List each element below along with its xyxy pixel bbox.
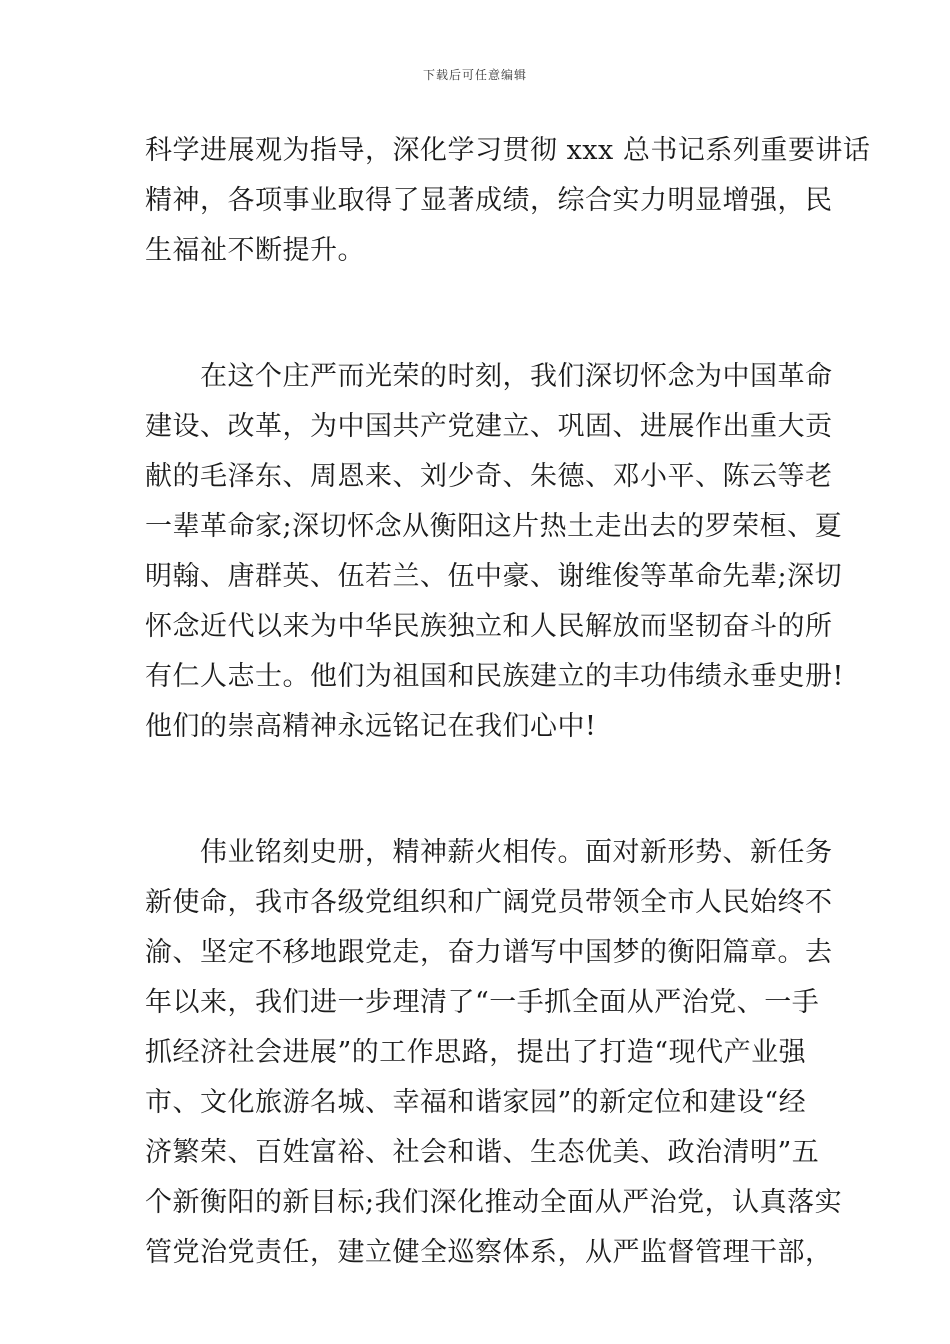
text-line: 建设、改革，为中国共产党建立、巩固、进展作出重大贡	[145, 411, 833, 442]
text-line: 管党治党责任，建立健全巡察体系，从严监督管理干部，	[145, 1237, 833, 1268]
text-line: 市、文化旅游名城、幸福和谐家园”的新定位和建设“经	[145, 1087, 807, 1118]
text-line: 献的毛泽东、周恩来、刘少奇、朱德、邓小平、陈云等老	[145, 461, 833, 492]
text-line: 一辈革命家;深切怀念从衡阳这片热土走出去的罗荣桓、夏	[145, 511, 843, 542]
paragraph-1	[145, 126, 871, 276]
page-header: 下载后可任意编辑	[422, 68, 527, 82]
paragraph-spacer	[145, 752, 810, 828]
document-body	[145, 126, 871, 1278]
text-line: 科学进展观为指导，深化学习贯彻 xxx 总书记系列重要讲话	[145, 135, 871, 166]
text-line: 伟业铭刻史册，精神薪火相传。面对新形势、新任务	[145, 837, 833, 868]
text-line: 抓经济社会进展”的工作思路，提出了打造“现代产业强	[145, 1037, 807, 1068]
text-line: 精神，各项事业取得了显著成绩，综合实力明显增强，民	[145, 185, 833, 216]
text-line: 个新衡阳的新目标;我们深化推动全面从严治党，认真落实	[145, 1187, 843, 1218]
paragraph-spacer	[145, 276, 810, 352]
text-line: 渝、坚定不移地跟党走，奋力谱写中国梦的衡阳篇章。去	[145, 937, 833, 968]
text-line: 新使命，我市各级党组织和广阔党员带领全市人民始终不	[145, 887, 833, 918]
text-line: 他们的崇高精神永远铭记在我们心中!	[145, 711, 597, 742]
text-line: 济繁荣、百姓富裕、社会和谐、生态优美、政治清明”五	[145, 1137, 820, 1168]
paragraph-2	[145, 352, 844, 752]
text-line: 在这个庄严而光荣的时刻，我们深切怀念为中国革命	[145, 361, 833, 392]
text-line: 年以来，我们进一步理清了“一手抓全面从严治党、一手	[145, 987, 820, 1018]
text-line: 有仁人志士。他们为祖国和民族建立的丰功伟绩永垂史册!	[145, 661, 844, 692]
text-line: 明翰、唐群英、伍若兰、伍中豪、谢维俊等革命先辈;深切	[145, 561, 843, 592]
text-line: 怀念近代以来为中华民族独立和人民解放而坚韧奋斗的所	[145, 611, 833, 642]
text-line: 生福祉不断提升。	[145, 235, 365, 266]
paragraph-3	[145, 828, 843, 1278]
